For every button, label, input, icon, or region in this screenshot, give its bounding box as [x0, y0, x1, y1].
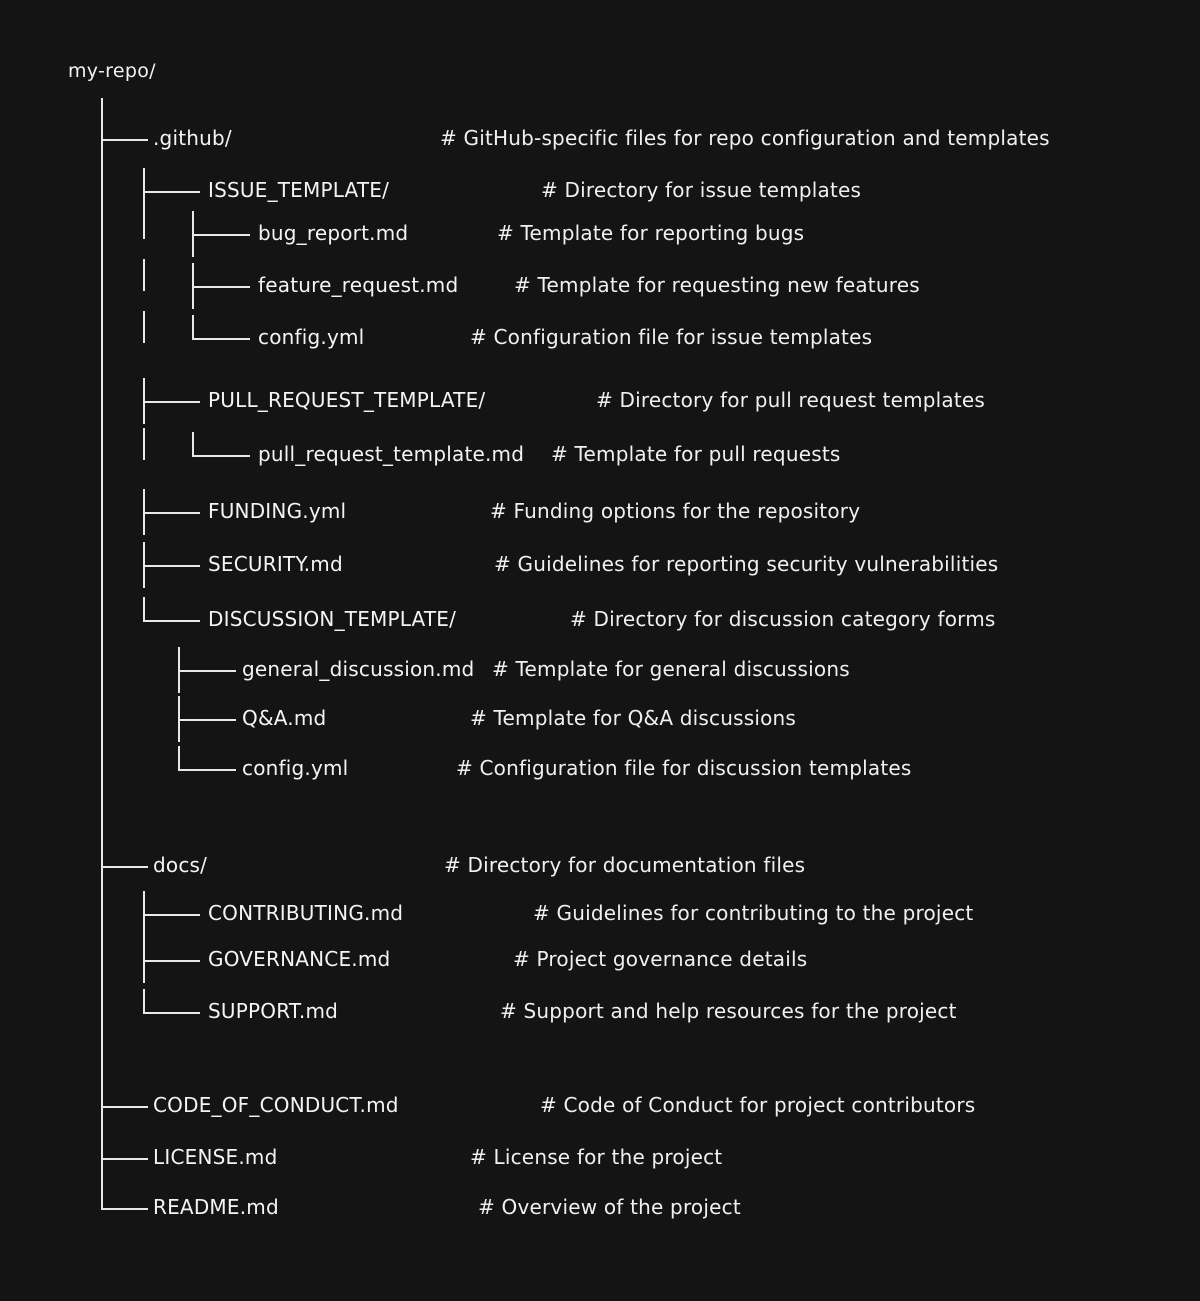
tree-node-comment: # Funding options for the repository — [490, 499, 861, 523]
tree-row — [0, 647, 1200, 699]
tree-node-name[interactable]: LICENSE.md — [153, 1145, 278, 1169]
tree-node-name[interactable]: PULL_REQUEST_TEMPLATE/ — [208, 388, 486, 412]
tree-node-comment: # License for the project — [470, 1145, 723, 1169]
tree-connector-horizontal — [143, 1012, 200, 1014]
tree-connector-horizontal — [178, 769, 236, 771]
tree-node-comment: # Configuration file for issue templates — [470, 325, 873, 349]
tree-node-name[interactable]: SECURITY.md — [208, 552, 343, 576]
tree-connector-horizontal — [143, 565, 200, 567]
tree-node-name[interactable]: config.yml — [242, 756, 349, 780]
tree-connector-vertical — [143, 989, 145, 1014]
tree-node-comment: # GitHub-specific files for repo configuration and templates — [440, 126, 1050, 150]
tree-node-name[interactable]: pull_request_template.md — [258, 442, 525, 466]
tree-connector-horizontal — [143, 960, 200, 962]
tree-node-name[interactable]: general_discussion.md — [242, 657, 475, 681]
tree-node-name[interactable]: README.md — [153, 1195, 279, 1219]
tree-node-comment: # Template for Q&A discussions — [470, 706, 797, 730]
tree-node-name[interactable]: feature_request.md — [258, 273, 459, 297]
tree-node-comment: # Guidelines for reporting security vulnerabilities — [494, 552, 999, 576]
tree-guide-pipe — [143, 207, 145, 239]
tree-row — [0, 315, 1200, 367]
tree-connector-vertical — [192, 315, 194, 340]
tree-guide-pipe — [143, 428, 145, 460]
tree-connector-horizontal — [143, 401, 200, 403]
tree-node-name[interactable]: config.yml — [258, 325, 365, 349]
tree-row — [0, 696, 1200, 748]
tree-node-name[interactable]: SUPPORT.md — [208, 999, 339, 1023]
tree-connector-vertical — [101, 1185, 103, 1210]
tree-node-comment: # Code of Conduct for project contributors — [540, 1093, 976, 1117]
tree-node-comment: # Directory for discussion category forms — [570, 607, 996, 631]
tree-connector-horizontal — [192, 338, 250, 340]
tree-row — [0, 489, 1200, 541]
tree-node-name[interactable]: docs/ — [153, 853, 208, 877]
tree-row — [0, 1135, 1200, 1187]
tree-node-comment: # Template for general discussions — [492, 657, 850, 681]
tree-row — [0, 116, 1200, 168]
tree-connector-vertical — [178, 746, 180, 771]
tree-guide-pipe — [143, 259, 145, 291]
tree-row — [0, 432, 1200, 484]
tree-connector-vertical — [143, 597, 145, 622]
tree-row — [0, 597, 1200, 649]
tree-node-name[interactable]: ISSUE_TEMPLATE/ — [208, 178, 390, 202]
tree-connector-horizontal — [101, 1158, 148, 1160]
tree-row — [0, 1083, 1200, 1135]
tree-node-comment: # Directory for documentation files — [444, 853, 806, 877]
tree-node-comment: # Guidelines for contributing to the project — [533, 901, 974, 925]
tree-node-name[interactable]: .github/ — [153, 126, 232, 150]
tree-connector-horizontal — [192, 234, 250, 236]
tree-connector-horizontal — [143, 191, 200, 193]
tree-node-comment: # Template for reporting bugs — [497, 221, 805, 245]
tree-node-name[interactable]: Q&A.md — [242, 706, 327, 730]
tree-node-name[interactable]: FUNDING.yml — [208, 499, 347, 523]
tree-node-comment: # Template for requesting new features — [514, 273, 920, 297]
tree-node-name[interactable]: CODE_OF_CONDUCT.md — [153, 1093, 399, 1117]
tree-connector-horizontal — [192, 286, 250, 288]
tree-connector-horizontal — [101, 866, 148, 868]
tree-row — [0, 891, 1200, 943]
tree-connector-horizontal — [101, 139, 148, 141]
tree-node-comment: # Project governance details — [513, 947, 808, 971]
tree-node-comment: # Overview of the project — [478, 1195, 741, 1219]
tree-row — [0, 843, 1200, 895]
tree-node-comment: # Support and help resources for the project — [500, 999, 957, 1023]
tree-row — [0, 989, 1200, 1041]
tree-connector-horizontal — [192, 455, 250, 457]
tree-node-name[interactable]: DISCUSSION_TEMPLATE/ — [208, 607, 457, 631]
tree-row — [0, 211, 1200, 263]
tree-connector-horizontal — [101, 1106, 148, 1108]
tree-connector-vertical — [192, 432, 194, 457]
tree-node-name[interactable]: bug_report.md — [258, 221, 409, 245]
tree-row — [0, 937, 1200, 989]
tree-connector-horizontal — [101, 1208, 148, 1210]
tree-row — [0, 542, 1200, 594]
root-folder-label: my-repo/ — [68, 60, 156, 82]
tree-connector-horizontal — [143, 914, 200, 916]
tree-connector-horizontal — [178, 719, 236, 721]
tree-row — [0, 263, 1200, 315]
tree-node-comment: # Directory for pull request templates — [596, 388, 986, 412]
tree-node-comment: # Configuration file for discussion templates — [456, 756, 912, 780]
tree-connector-horizontal — [143, 512, 200, 514]
tree-row — [0, 378, 1200, 430]
tree-node-name[interactable]: CONTRIBUTING.md — [208, 901, 404, 925]
tree-guide-pipe — [143, 311, 145, 343]
tree-node-name[interactable]: GOVERNANCE.md — [208, 947, 391, 971]
tree-node-comment: # Directory for issue templates — [541, 178, 862, 202]
tree-row — [0, 746, 1200, 798]
tree-connector-horizontal — [143, 620, 200, 622]
tree-row — [0, 1185, 1200, 1237]
tree-connector-horizontal — [178, 670, 236, 672]
tree-node-comment: # Template for pull requests — [551, 442, 841, 466]
